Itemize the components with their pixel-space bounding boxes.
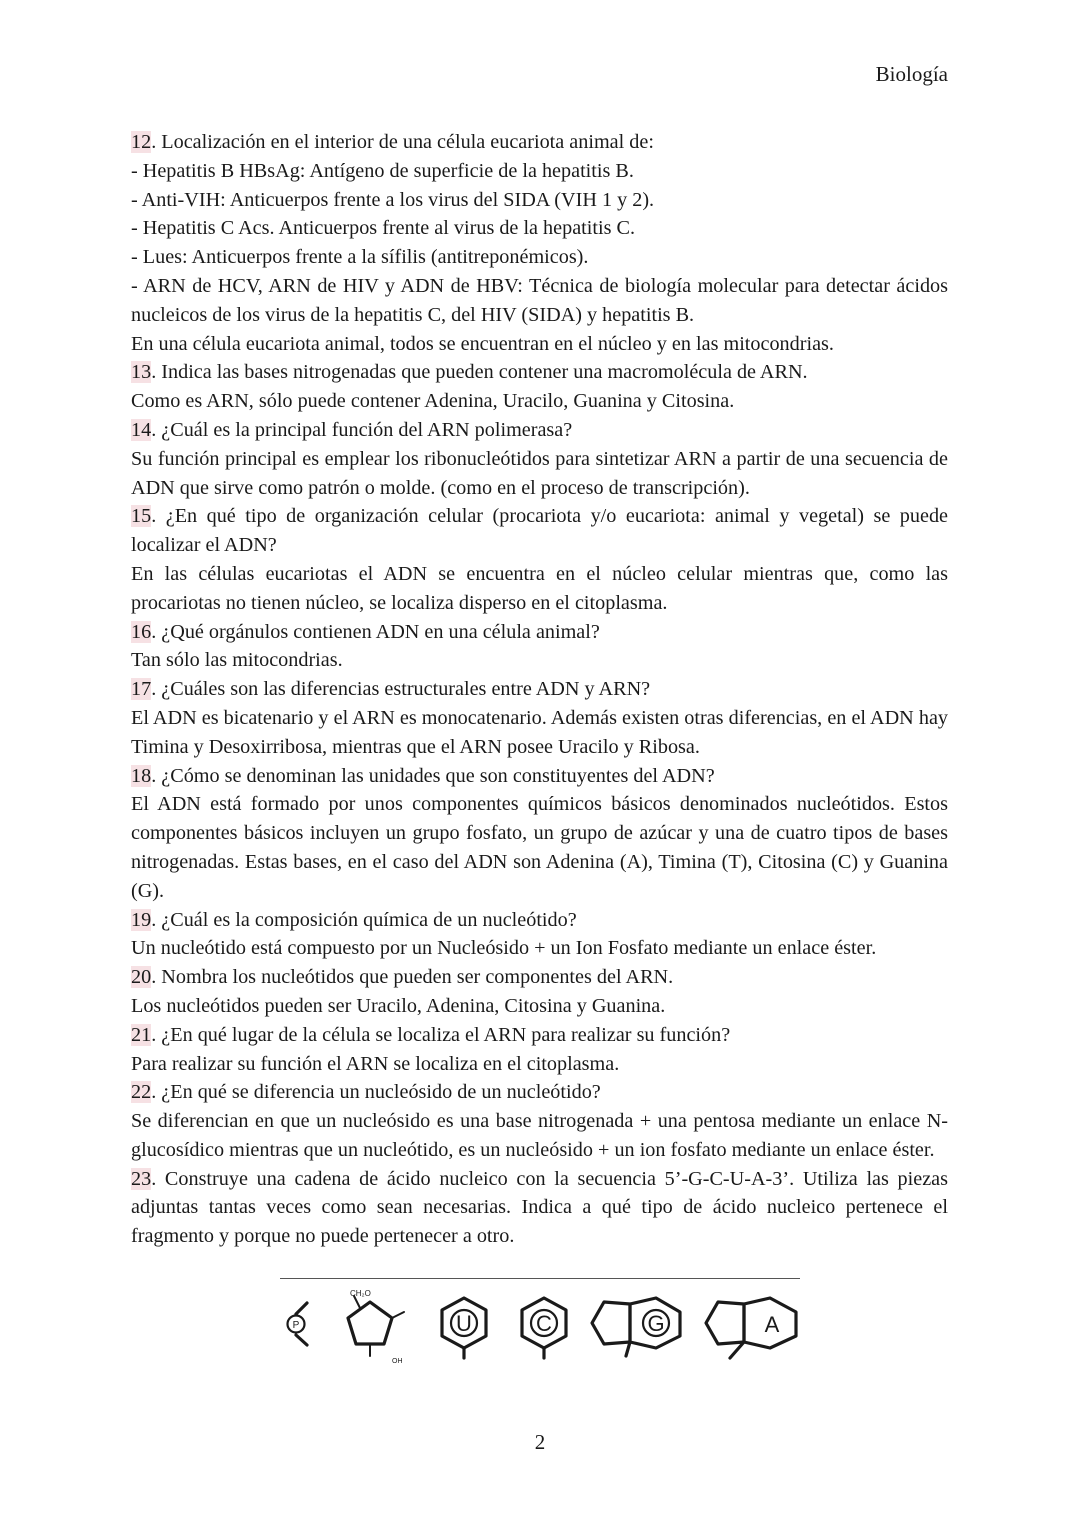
answer-15: En las células eucariotas el ADN se encuentra en el núcleo celular mientras que, como las procariotas no tienen núcleo, se localiza disperso en el citoplasma. (131, 562, 948, 614)
question-12: 12. Localización en el interior de una célula eucariota animal de: (131, 131, 654, 153)
sugar-top-label: CH₂O (350, 1289, 371, 1298)
page-header: Biología (875, 62, 948, 86)
answer-21: Para realizar su función el ARN se localiza en el citoplasma. (131, 1052, 620, 1075)
question-23: 23. Construye una cadena de ácido nucleico con la secuencia 5’-G-C-U-A-3’. Utiliza las piezas adjuntas tantas veces como sean necesarias. Indica a qué tipo de ácido nucleico pertenece el fragmento y porque no puede pertenecer a otro. (131, 1167, 948, 1248)
question-15: 15. ¿En qué tipo de organización celular (procariota y/o eucariota: animal y vegetal) se puede localizar el ADN? (131, 505, 948, 557)
question-number: 16 (131, 620, 152, 643)
question-number: 23 (131, 1167, 152, 1190)
question-16: 16. ¿Qué orgánulos contienen ADN en una célula animal? (131, 620, 600, 643)
cytosine-piece (522, 1298, 566, 1358)
question-number: 20 (131, 966, 152, 989)
question-number: 18 (131, 764, 152, 787)
question-number: 14 (131, 418, 152, 441)
question-number: 17 (131, 678, 152, 701)
question-number: 13 (131, 361, 152, 384)
question-number: 12 (131, 131, 152, 153)
answer-12: En una célula eucariota animal, todos se encuentran en el núcleo y en las mitocondrias. (131, 332, 834, 355)
answer-line: - Anti-VIH: Anticuerpos frente a los virus del SIDA (VIH 1 y 2). (131, 188, 655, 211)
answer-20: Los nucleótidos pueden ser Uracilo, Adenina, Citosina y Guanina. (131, 994, 666, 1017)
question-19: 19. ¿Cuál es la composición química de un nucleótido? (131, 908, 577, 931)
question-number: 22 (131, 1081, 152, 1104)
page-number: 2 (534, 1430, 546, 1454)
question-number: 19 (131, 908, 152, 931)
question-22: 22. ¿En qué se diferencia un nucleósido de un nucleótido? (131, 1081, 601, 1104)
adenine-piece (706, 1298, 796, 1358)
question-14: 14. ¿Cuál es la principal función del ARN polimerasa? (131, 418, 573, 441)
phosphate-label: P (292, 1320, 300, 1331)
question-18: 18. ¿Cómo se denominan las unidades que son constituyentes del ADN? (131, 764, 715, 787)
question-20: 20. Nombra los nucleótidos que pueden ser componentes del ARN. (131, 966, 674, 989)
base-label-u: U (456, 1311, 472, 1336)
question-21: 21. ¿En qué lugar de la célula se localiza el ARN para realizar su función? (131, 1023, 731, 1046)
question-13: 13. Indica las bases nitrogenadas que pueden contener una macromolécula de ARN. (131, 361, 808, 384)
question-17: 17. ¿Cuáles son las diferencias estructurales entre ADN y ARN? (131, 678, 651, 701)
nucleotide-pieces-figure (280, 1278, 800, 1368)
uracil-piece (442, 1298, 486, 1358)
answer-14: Su función principal es emplear los ribonucleótidos para sintetizar ARN a partir de una secuencia de ADN que sirve como patrón o molde. (como en el proceso de transcripción). (131, 447, 948, 499)
phosphate-piece (288, 1303, 308, 1345)
question-number: 21 (131, 1023, 152, 1046)
base-label-a: A (764, 1312, 780, 1337)
answer-22: Se diferencian en que un nucleósido es una base nitrogenada + una pentosa mediante un enlace N-glucosídico mientras que un nucleótido, es un nucleósido + un ion fosfato mediante un enlace éster. (131, 1110, 948, 1161)
base-label-c: C (536, 1311, 552, 1336)
sugar-bottom-label: OH (392, 1358, 403, 1365)
answer-18: El ADN está formado por unos componentes químicos básicos denominados nucleótidos. Estos componentes básicos incluyen un grupo fosfato, un grupo de azúcar y una de cuatro tipos de bases nitrogenadas. Estas bases, en el caso del ADN son Adenina (A), Timina (T), Citosina (C) y Guanina (G). (131, 793, 948, 902)
document-body (131, 128, 948, 1251)
answer-13: Como es ARN, sólo puede contener Adenina, Uracilo, Guanina y Citosina. (131, 390, 735, 413)
sugar-piece (348, 1289, 404, 1365)
base-label-g: G (647, 1311, 665, 1336)
answer-line: - Lues: Anticuerpos frente a la sífilis (antitreponémicos). (131, 246, 589, 269)
guanine-piece (592, 1298, 680, 1356)
nucleotide-pieces-svg (280, 1278, 800, 1368)
answer-line: - Hepatitis B HBsAg: Antígeno de superficie de la hepatitis B. (131, 159, 634, 182)
answer-line: - ARN de HCV, ARN de HIV y ADN de HBV: Técnica de biología molecular para detectar ácidos nucleicos de los virus de la hepatitis C, del HIV (SIDA) y hepatitis B. (131, 274, 948, 326)
answer-17: El ADN es bicatenario y el ARN es monocatenario. Además existen otras diferencias, en el ADN hay Timina y Desoxirribosa, mientras que el ARN posee Uracilo y Ribosa. (131, 706, 948, 758)
answer-line: - Hepatitis C Acs. Anticuerpos frente al virus de la hepatitis C. (131, 217, 636, 240)
question-number: 15 (131, 505, 152, 528)
answer-16: Tan sólo las mitocondrias. (131, 649, 343, 672)
answer-19: Un nucleótido está compuesto por un Nucleósido + un Ion Fosfato mediante un enlace éster. (131, 937, 877, 960)
